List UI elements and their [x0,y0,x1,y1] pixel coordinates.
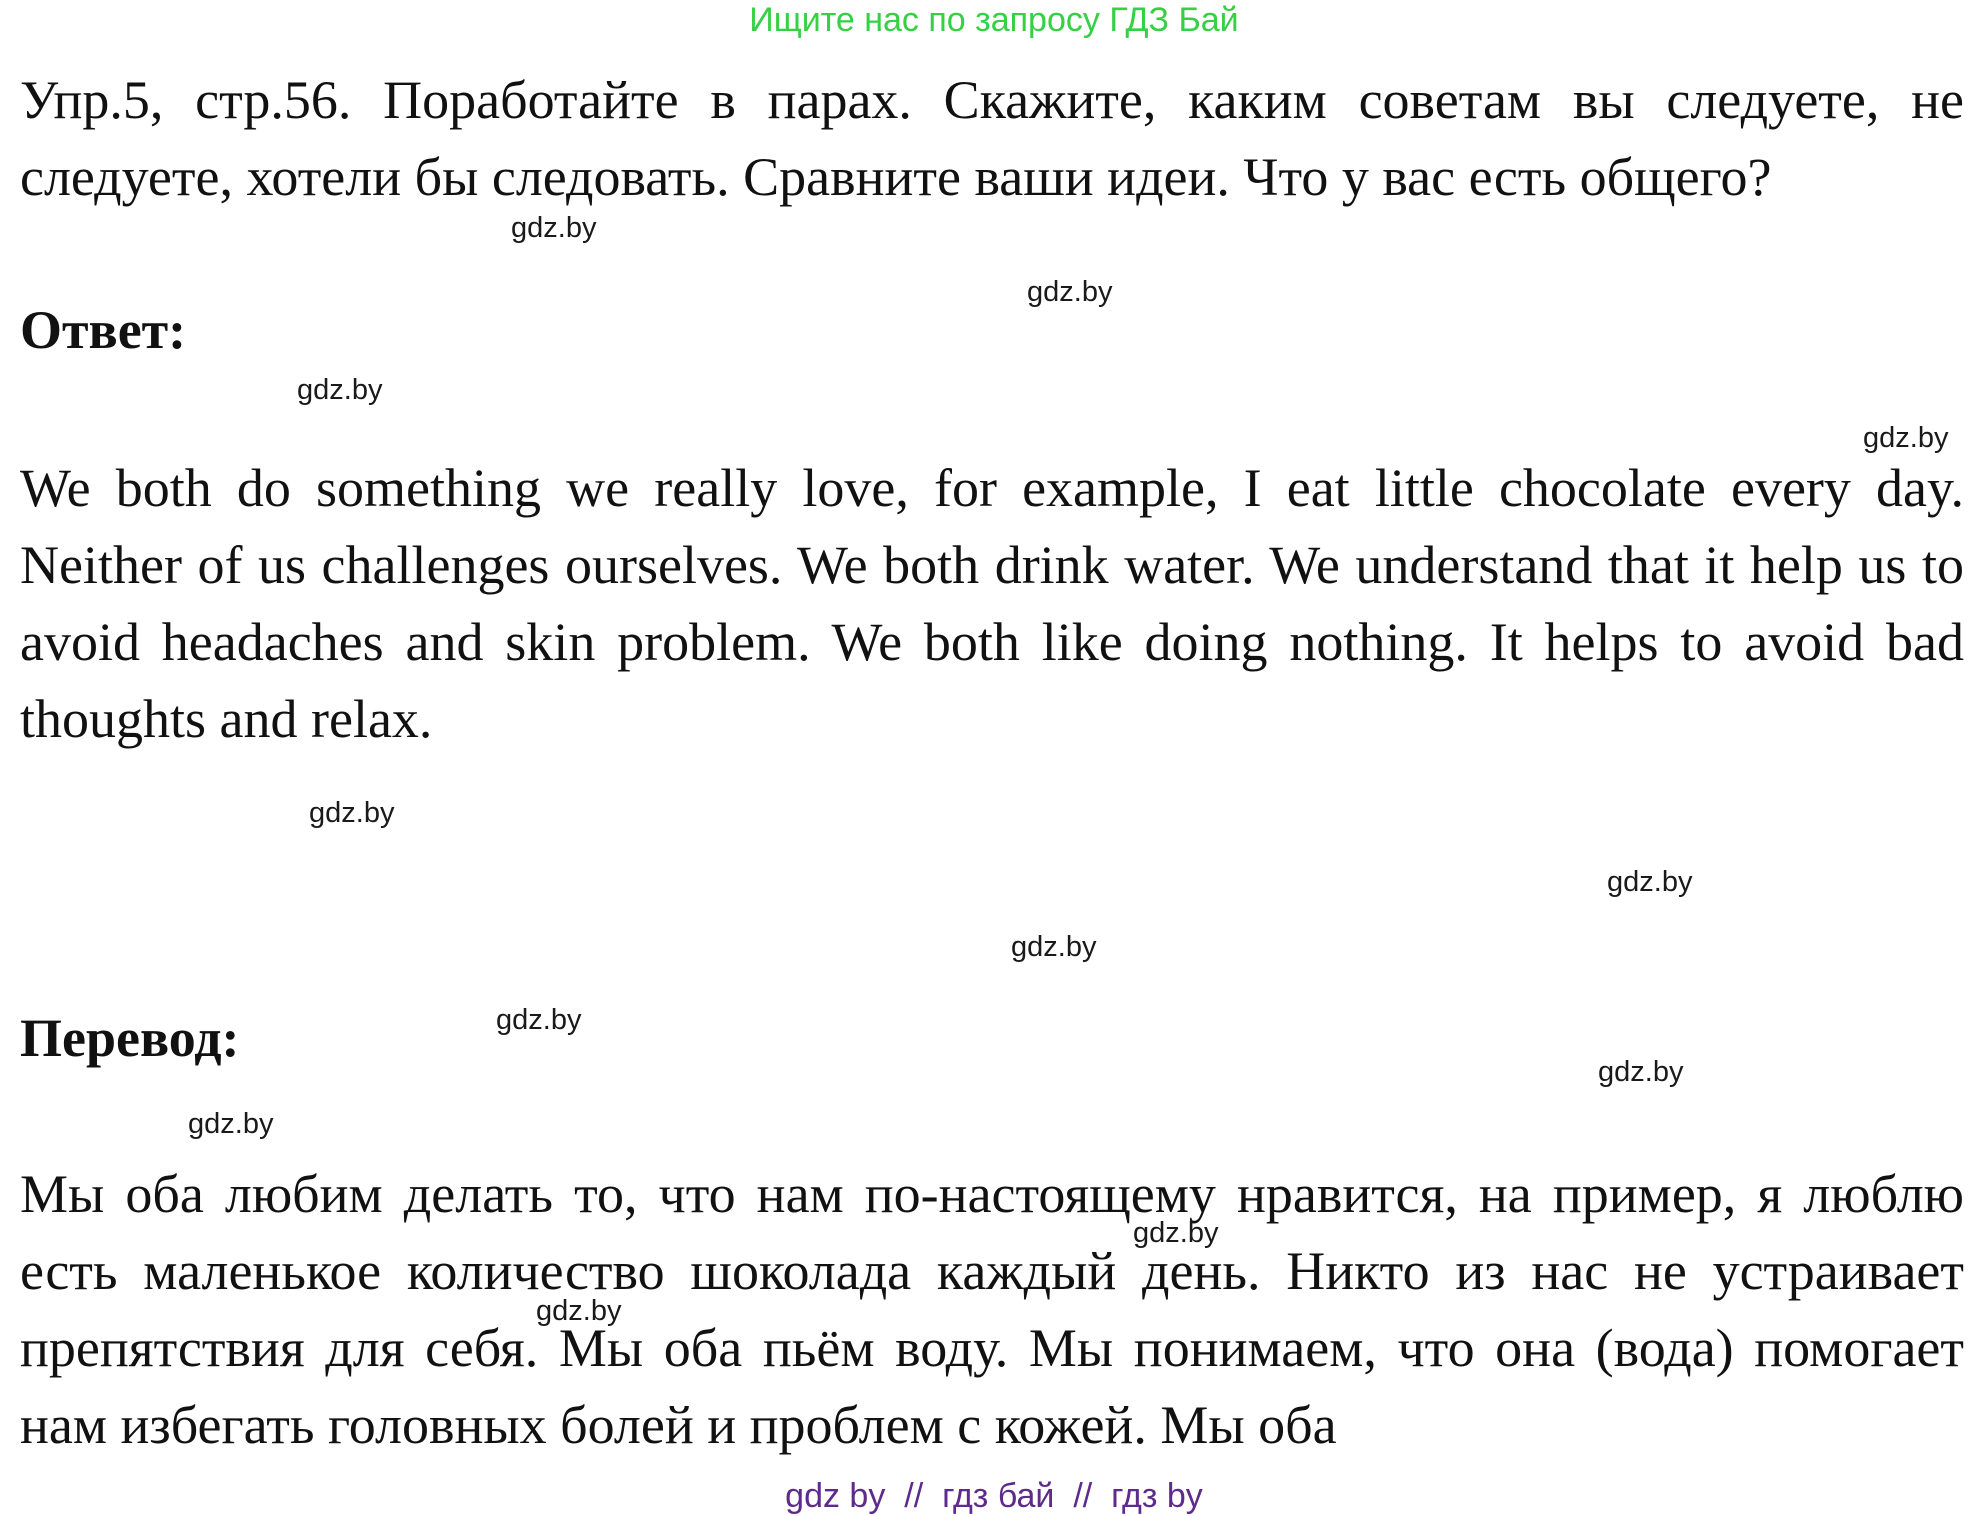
watermark: gdz.by [511,212,597,244]
watermark: gdz.by [1027,276,1113,308]
watermark: gdz.by [1863,422,1949,454]
watermark: gdz.by [188,1108,274,1140]
answer-heading: Ответ: [20,300,187,360]
footer-separator: // [1073,1477,1093,1515]
footer-link-gdz-by[interactable]: gdz by [785,1477,886,1515]
watermark: gdz.by [1598,1056,1684,1088]
footer-separator: // [904,1477,924,1515]
watermark: gdz.by [1133,1217,1219,1249]
watermark: gdz.by [1607,866,1693,898]
footer-link-gdz-by-cyr[interactable]: гдз by [1111,1477,1203,1515]
translation-text: Мы оба любим делать то, что нам по-настоящему нравится, на пример, я люблю есть маленькое количество шоколада каждый день. Никто из нас не устраивает препятствия для себя. Мы оба пьём воду. Мы понимаем, что она (вода) помогает нам избегать головных болей и проблем с кожей. Мы оба [20,1164,1964,1455]
footer-link-gdz-bai[interactable]: гдз бай [942,1477,1055,1515]
translation-heading: Перевод: [20,1008,240,1068]
footer-links [0,1478,1988,1514]
watermark: gdz.by [496,1004,582,1036]
watermark: gdz.by [297,374,383,406]
watermark: gdz.by [536,1295,622,1327]
watermark: gdz.by [1011,931,1097,963]
watermark: gdz.by [309,797,395,829]
exercise-question: Упр.5, стр.56. Поработайте в парах. Скажите, каким советам вы следуете, не следуете, хотели бы следовать. Сравните ваши идеи. Что у вас есть общего? [20,70,1964,207]
header-search-link[interactable]: Ищите нас по запросу ГДЗ Бай [749,1,1239,39]
answer-text: We both do something we really love, for example, I eat little chocolate every day. Neither of us challenges ourselves. We both drink water. We understand that it help us to avoid headaches and skin problem. We both like doing nothing. It helps to avoid bad thoughts and relax. [20,458,1964,749]
